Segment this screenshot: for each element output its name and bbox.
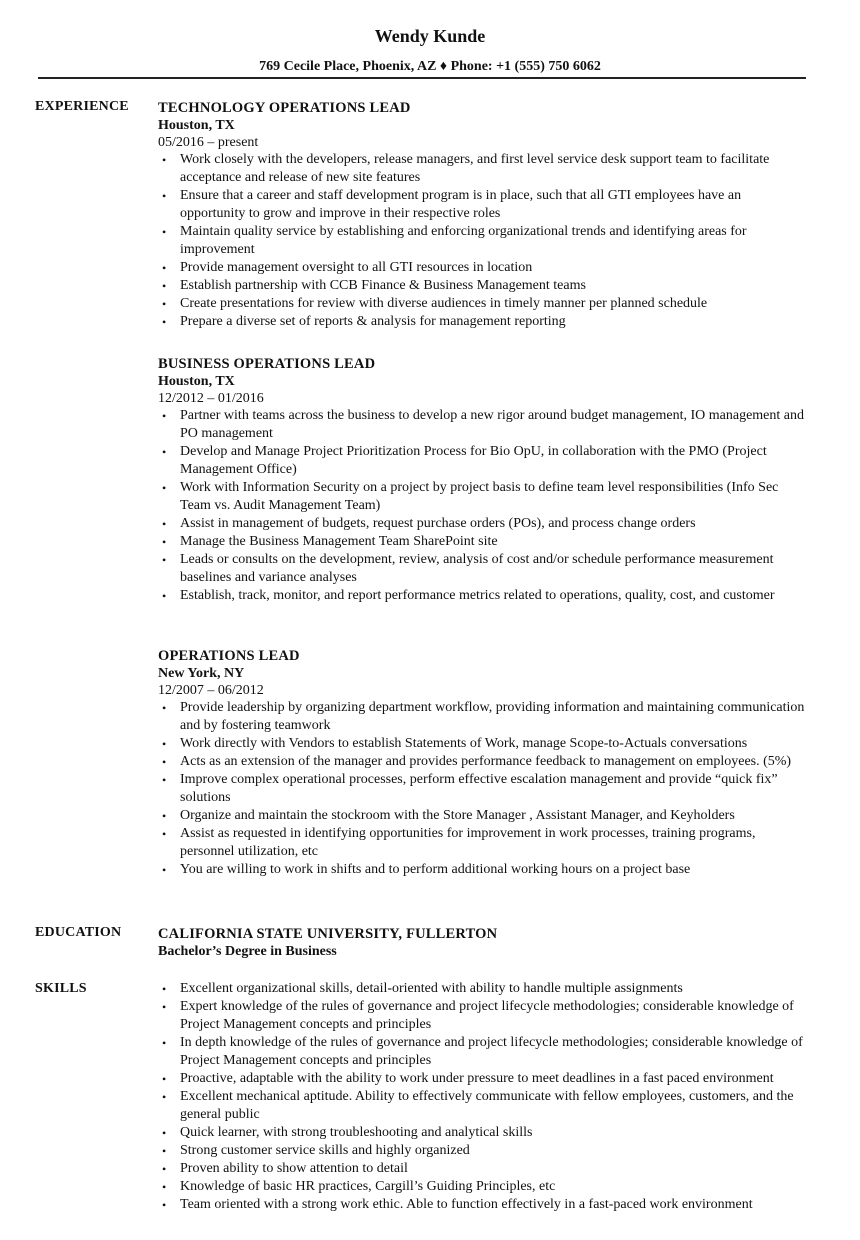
skill-text: In depth knowledge of the rules of governance and project lifecycle methodologies; considerable knowledge of Project Management concepts and principles [180,1035,803,1068]
job-location: Houston, TX [158,118,235,133]
list-item [158,753,808,771]
list-item [158,861,808,879]
list-item [158,998,808,1034]
list-item [158,587,808,605]
duty-text: Assist in management of budgets, request purchase orders (POs), and process change orders [180,516,696,531]
contact-line: 769 Cecile Place, Phoenix, AZ ♦ Phone: +1 (555) 750 6062 [259,59,601,74]
bullet-icon: • [162,1144,167,1158]
duty-text: Establish, track, monitor, and report performance metrics related to operations, quality, cost, and customer [180,588,775,603]
duty-text: Work with Information Security on a project by project basis to define team level responsibilities (Info Sec Team vs. Audit Management Team) [180,480,779,513]
duty-text: Partner with teams across the business to develop a new rigor around budget management, IO management and PO management [180,408,804,441]
list-item [158,980,808,998]
job-duties [158,699,808,879]
bullet-icon: • [162,982,167,996]
list-item [158,1088,808,1124]
bullet-icon: • [162,863,167,877]
list-item [158,1034,808,1070]
school-name: CALIFORNIA STATE UNIVERSITY, FULLERTON [158,926,498,942]
bullet-icon: • [162,517,167,531]
bullet-icon: • [162,1000,167,1014]
job-location: Houston, TX [158,374,235,389]
header-divider [38,77,806,79]
duty-text: Provide management oversight to all GTI resources in location [180,260,533,275]
bullet-icon: • [162,1036,167,1050]
bullet-icon: • [162,755,167,769]
list-item [158,1196,808,1214]
list-item [158,551,808,587]
job-dates: 05/2016 – present [158,135,259,150]
list-item [158,407,808,443]
bullet-icon: • [162,153,167,167]
duty-text: Develop and Manage Project Prioritization Process for Bio OpU, in collaboration with the PMO (Project Management Office) [180,444,767,477]
list-item [158,1160,808,1178]
bullet-icon: • [162,737,167,751]
job-duties [158,407,808,605]
bullet-icon: • [162,1126,167,1140]
skill-text: Team oriented with a strong work ethic. Able to function effectively in a fast-paced work environment [180,1197,753,1212]
bullet-icon: • [162,261,167,275]
experience-heading: EXPERIENCE [35,99,129,114]
skill-text: Strong customer service skills and highly organized [180,1143,470,1158]
bullet-icon: • [162,189,167,203]
list-item [158,295,808,313]
bullet-icon: • [162,1198,167,1212]
duty-text: Ensure that a career and staff development program is in place, such that all GTI employees have an opportunity to grow and improve in their respective roles [180,188,742,221]
duty-text: Create presentations for review with diverse audiences in timely manner per planned schedule [180,296,708,311]
bullet-icon: • [162,589,167,603]
duty-text: Acts as an extension of the manager and provides performance feedback to management on employees. (5%) [180,754,792,769]
education-entry [158,925,818,960]
list-item [158,1178,808,1196]
skills-entry [158,980,808,1214]
bullet-icon: • [162,809,167,823]
duty-text: Maintain quality service by establishing and enforcing organizational trends and identifying areas for improvement [180,224,747,257]
experience-entry [158,355,808,605]
skill-text: Proven ability to show attention to detail [180,1161,408,1176]
bullet-icon: • [162,1072,167,1086]
bullet-icon: • [162,225,167,239]
bullet-icon: • [162,535,167,549]
list-item [158,1070,808,1088]
duty-text: Work closely with the developers, release managers, and first level service desk support team to facilitate acceptance and release of new site features [180,152,770,185]
education-heading: EDUCATION [35,925,122,940]
list-item [158,443,808,479]
list-item [158,1142,808,1160]
duty-text: Improve complex operational processes, perform effective escalation management and provide “quick fix” solutions [180,772,778,805]
bullet-icon: • [162,279,167,293]
bullet-icon: • [162,773,167,787]
bullet-icon: • [162,297,167,311]
duty-text: Leads or consults on the development, review, analysis of cost and/or schedule performance measurement baselines and variance analyses [180,552,774,585]
bullet-icon: • [162,409,167,423]
duty-text: Work directly with Vendors to establish Statements of Work, manage Scope-to-Actuals conversations [180,736,748,751]
bullet-icon: • [162,481,167,495]
bullet-icon: • [162,827,167,841]
list-item [158,223,808,259]
list-item [158,151,808,187]
list-item [158,313,808,331]
list-item [158,277,808,295]
list-item [158,825,808,861]
skills-heading: SKILLS [35,981,87,996]
job-dates: 12/2012 – 01/2016 [158,391,264,406]
list-item [158,187,808,223]
degree-name: Bachelor’s Degree in Business [158,944,337,959]
candidate-name: Wendy Kunde [374,26,486,46]
list-item [158,771,808,807]
list-item [158,479,808,515]
list-item [158,533,808,551]
bullet-icon: • [162,701,167,715]
skill-text: Excellent mechanical aptitude. Ability to effectively communicate with fellow employees, customers, and the general public [180,1089,794,1122]
duty-text: Organize and maintain the stockroom with the Store Manager , Assistant Manager, and Keyholders [180,808,735,823]
list-item [158,259,808,277]
list-item [158,699,808,735]
bullet-icon: • [162,1162,167,1176]
skill-text: Excellent organizational skills, detail-oriented with ability to handle multiple assignments [180,981,683,996]
job-title: BUSINESS OPERATIONS LEAD [158,356,376,372]
bullet-icon: • [162,1180,167,1194]
list-item [158,1124,808,1142]
bullet-icon: • [162,445,167,459]
skill-text: Quick learner, with strong troubleshooting and analytical skills [180,1125,533,1140]
skills-list [158,980,808,1214]
duty-text: Manage the Business Management Team SharePoint site [180,534,498,549]
skill-text: Expert knowledge of the rules of governance and project lifecycle methodologies; considerable knowledge of Project Management concepts and principles [180,999,794,1032]
skill-text: Proactive, adaptable with the ability to work under pressure to meet deadlines in a fast paced environment [180,1071,774,1086]
job-title: TECHNOLOGY OPERATIONS LEAD [158,100,411,116]
list-item [158,735,808,753]
job-duties [158,151,808,331]
experience-entry [158,99,808,331]
experience-entry [158,647,808,879]
duty-text: Provide leadership by organizing department workflow, providing information and maintaining communication and by fostering teamwork [180,700,805,733]
list-item [158,515,808,533]
bullet-icon: • [162,1090,167,1104]
duty-text: You are willing to work in shifts and to perform additional working hours on a project base [180,862,691,877]
bullet-icon: • [162,315,167,329]
job-dates: 12/2007 – 06/2012 [158,683,264,698]
skill-text: Knowledge of basic HR practices, Cargill’s Guiding Principles, etc [180,1179,556,1194]
duty-text: Establish partnership with CCB Finance & Business Management teams [180,278,586,293]
job-title: OPERATIONS LEAD [158,648,300,664]
bullet-icon: • [162,553,167,567]
list-item [158,807,808,825]
duty-text: Prepare a diverse set of reports & analysis for management reporting [180,314,566,329]
job-location: New York, NY [158,666,245,681]
duty-text: Assist as requested in identifying opportunities for improvement in work processes, training programs, personnel utilization, etc [180,826,756,859]
